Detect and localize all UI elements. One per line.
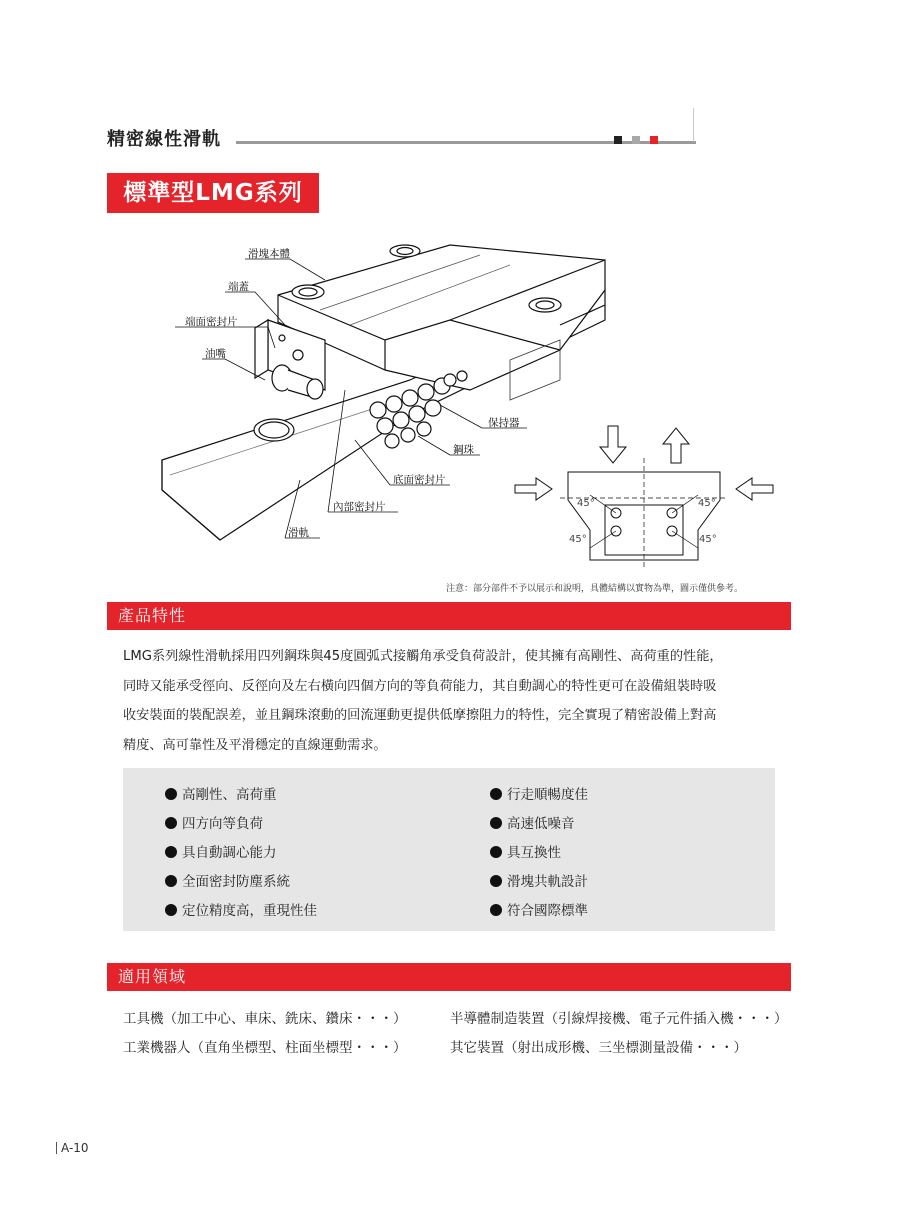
angle-label: 45° [698,498,716,509]
feature-item: 符合國際標準 [490,899,588,919]
header-tick [693,108,694,142]
feature-item: 具互換性 [490,841,561,861]
header-rule [236,141,696,144]
application-item: 工業機器人（直角坐標型、柱面坐標型・・・） [123,1040,407,1056]
bullet-icon [165,904,177,916]
header-square-black [614,136,622,144]
label-inner-seal: 內部密封片 [333,501,386,513]
label-bottom-seal: 底面密封片 [393,474,446,486]
feature-item: 具自動調心能力 [165,841,277,861]
paragraph-line: LMG系列線性滑軌採用四列鋼珠與45度圓弧式接觸角承受負荷設計，使其擁有高剛性、高荷重的性能， [123,649,723,664]
label-end-cap: 端蓋 [228,281,249,293]
bullet-icon [165,817,177,829]
angle-label: 45° [569,534,587,545]
angle-label: 45° [577,498,595,509]
label-grease-nipple: 油嘴 [205,348,226,360]
label-retainer: 保持器 [488,417,520,429]
bullet-icon [490,875,502,887]
applications-section-title: 適用領域 [107,963,791,991]
feature-item: 定位精度高，重現性佳 [165,899,317,919]
application-item: 半導體制造裝置（引線焊接機、電子元件插入機・・・） [450,1011,788,1027]
page-header-title: 精密線性滑軌 [107,129,221,150]
bullet-icon [490,846,502,858]
figure-note: 注意：部分部件不予以展示和說明，具體結構以實物為準，圖示僅供參考。 [445,584,743,594]
page-number: A-10 [56,1141,89,1155]
label-rail: 滑軌 [288,527,309,539]
bullet-icon [490,817,502,829]
linear-guide-figure [150,230,790,575]
bullet-icon [165,875,177,887]
feature-list-box [123,768,775,931]
paragraph-line: 精度、高可靠性及平滑穩定的直線運動需求。 [123,737,387,753]
feature-item: 高剛性、高荷重 [165,783,277,803]
block-body-drawing [278,245,605,400]
features-paragraph [123,642,783,760]
header-square-gray [632,136,640,144]
paragraph-line: 收安裝面的裝配誤差，並且鋼珠滾動的回流運動更提供低摩擦阻力的特性，完全實現了精密設備上對高 [123,708,717,723]
bullet-icon [490,788,502,800]
feature-item: 滑塊共軌設計 [490,870,588,890]
feature-item: 高速低噪音 [490,812,575,832]
cross-section-drawing [515,426,773,570]
feature-item: 全面密封防塵系統 [165,870,290,890]
label-steel-ball: 鋼珠 [453,444,474,456]
header-square-red [650,136,658,144]
features-section-title: 產品特性 [107,602,791,630]
application-item: 工具機（加工中心、車床、銑床、鑽床・・・） [123,1011,407,1027]
label-end-seal: 端面密封片 [185,316,238,328]
paragraph-line: 同時又能承受徑向、反徑向及左右橫向四個方向的等負荷能力，其自動調心的特性更可在設備組裝時吸 [123,678,717,694]
label-block-body: 滑塊本體 [248,248,290,260]
bullet-icon [165,846,177,858]
feature-item: 行走順暢度佳 [490,783,588,803]
bullet-icon [490,904,502,916]
application-item: 其它裝置（射出成形機、三坐標測量設備・・・） [450,1040,747,1056]
feature-item: 四方向等負荷 [165,812,263,832]
series-title: 標準型LMG系列 [107,173,319,213]
bullet-icon [165,788,177,800]
angle-label: 45° [699,534,717,545]
